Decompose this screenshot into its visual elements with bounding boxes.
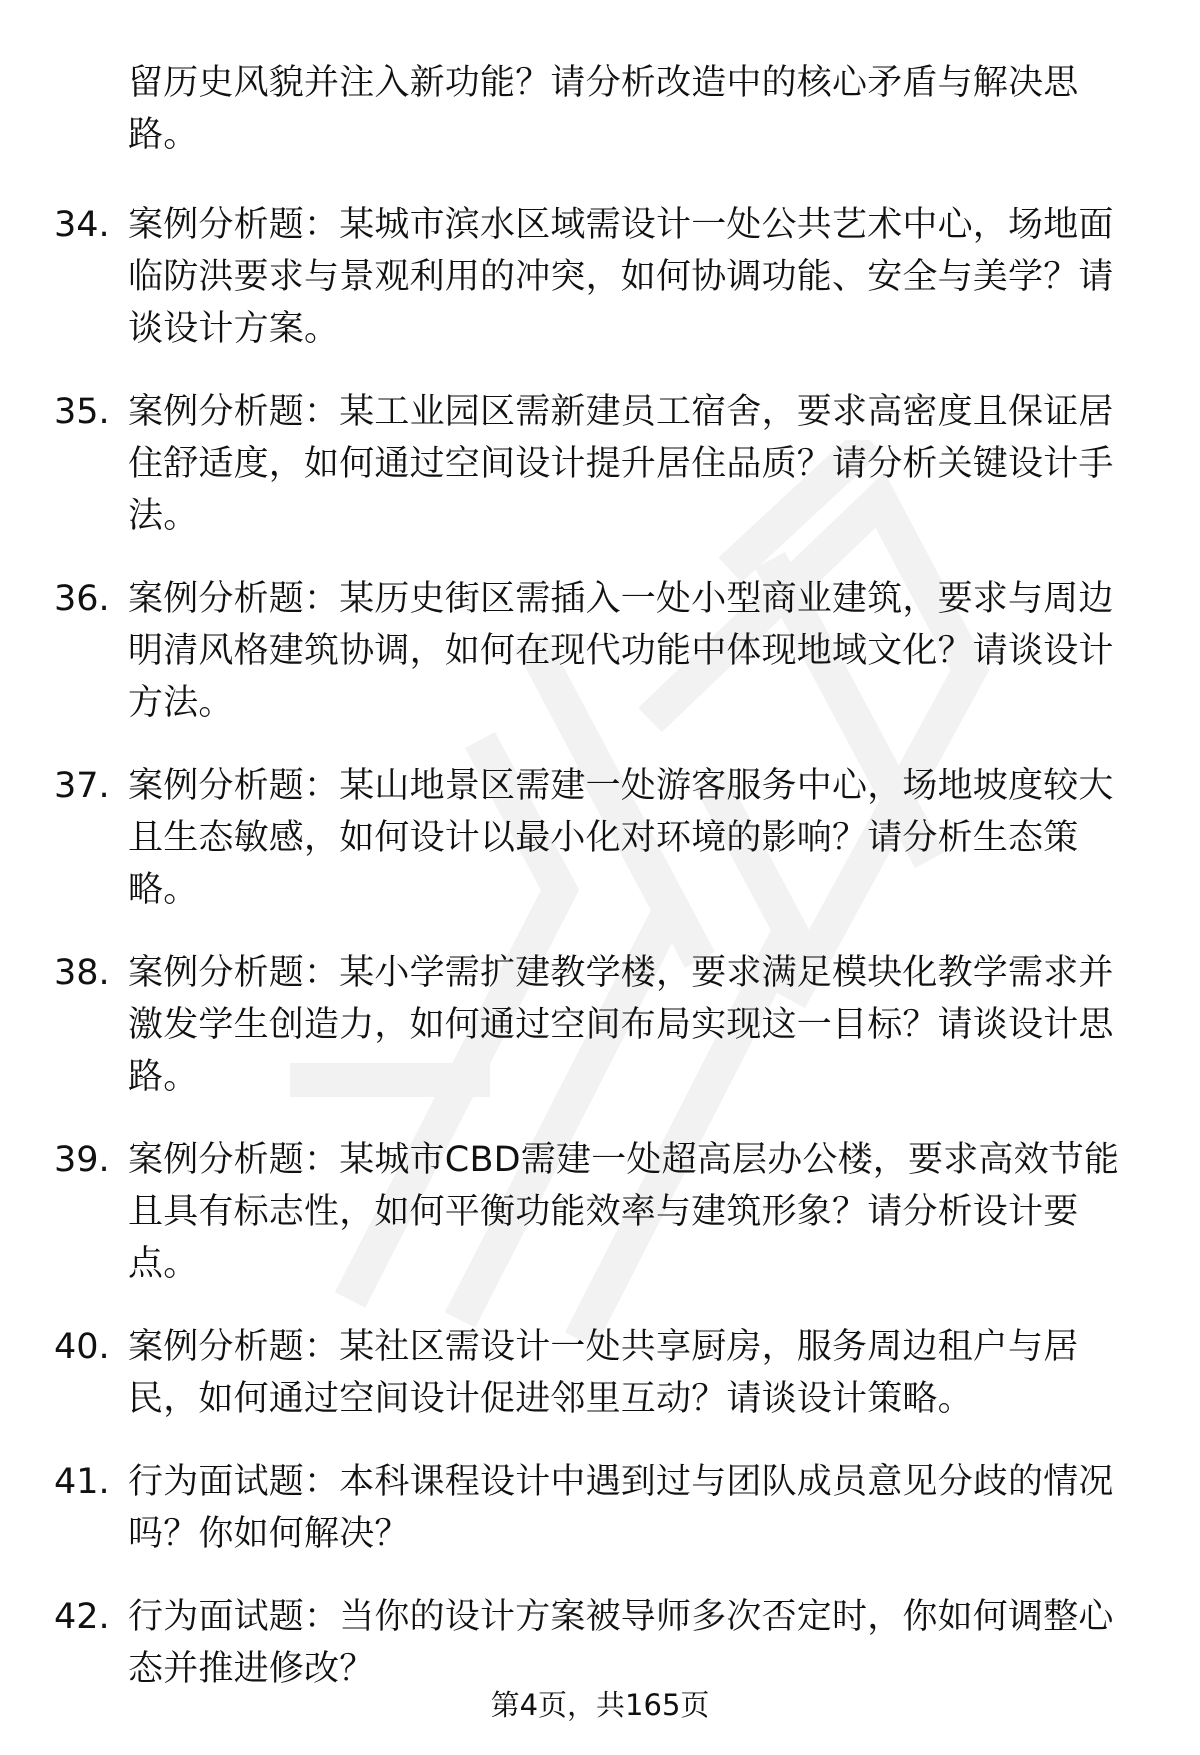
question-number: 38. xyxy=(54,953,110,993)
question-text xyxy=(128,1134,1144,1290)
question-item-36 xyxy=(54,573,1144,729)
question-line: 路。 xyxy=(128,1057,199,1097)
question-text xyxy=(128,1321,1144,1425)
continued-question-line: 路。 xyxy=(128,115,199,155)
question-text xyxy=(128,1456,1144,1560)
question-item-34 xyxy=(54,199,1144,355)
question-line: 行为面试题：本科课程设计中遇到过与团队成员意见分歧的情况 xyxy=(128,1462,1114,1502)
question-line: 案例分析题：某社区需设计一处共享厨房，服务周边租户与居 xyxy=(128,1327,1079,1367)
question-list xyxy=(54,57,1144,1695)
question-number: 37. xyxy=(54,766,110,806)
question-item-37 xyxy=(54,760,1144,916)
question-line: 住舒适度，如何通过空间设计提升居住品质？请分析关键设计手 xyxy=(128,444,1114,484)
question-line: 态并推进修改？ xyxy=(128,1649,375,1689)
question-line: 谈设计方案。 xyxy=(128,309,340,349)
question-number: 35. xyxy=(54,392,110,432)
question-item-40 xyxy=(54,1321,1144,1425)
question-line: 激发学生创造力，如何通过空间布局实现这一目标？请谈设计思 xyxy=(128,1005,1114,1045)
question-line: 案例分析题：某山地景区需建一处游客服务中心，场地坡度较大 xyxy=(128,766,1114,806)
question-number: 36. xyxy=(54,579,110,619)
question-line: 案例分析题：某城市CBD需建一处超高层办公楼，要求高效节能 xyxy=(128,1140,1120,1180)
question-line: 临防洪要求与景观利用的冲突，如何协调功能、安全与美学？请 xyxy=(128,257,1114,297)
question-text xyxy=(128,199,1144,355)
question-number: 39. xyxy=(54,1140,110,1180)
question-item-39 xyxy=(54,1134,1144,1290)
question-text xyxy=(128,760,1144,916)
question-line: 方法。 xyxy=(128,683,234,723)
question-line: 民，如何通过空间设计促进邻里互动？请谈设计策略。 xyxy=(128,1379,973,1419)
question-line: 案例分析题：某工业园区需新建员工宿舍，要求高密度且保证居 xyxy=(128,392,1114,432)
question-item-42 xyxy=(54,1591,1144,1695)
question-number: 34. xyxy=(54,205,110,245)
continued-question-line: 留历史风貌并注入新功能？请分析改造中的核心矛盾与解决思 xyxy=(128,63,1079,103)
question-item-38 xyxy=(54,947,1144,1103)
question-line: 且具有标志性，如何平衡功能效率与建筑形象？请分析设计要 xyxy=(128,1192,1079,1232)
question-item-41 xyxy=(54,1456,1144,1560)
question-line: 略。 xyxy=(128,870,199,910)
question-line: 案例分析题：某小学需扩建教学楼，要求满足模块化教学需求并 xyxy=(128,953,1114,993)
page-indicator: 第4页，共165页 xyxy=(490,1688,710,1722)
question-line: 法。 xyxy=(128,496,199,536)
question-line: 案例分析题：某历史街区需插入一处小型商业建筑，要求与周边 xyxy=(128,579,1114,619)
question-text xyxy=(128,386,1144,542)
question-number: 41. xyxy=(54,1462,110,1502)
question-text xyxy=(128,947,1144,1103)
question-line: 吗？你如何解决？ xyxy=(128,1514,410,1554)
question-text xyxy=(128,1591,1144,1695)
question-line: 明清风格建筑协调，如何在现代功能中体现地域文化？请谈设计 xyxy=(128,631,1114,671)
question-number: 40. xyxy=(54,1327,110,1367)
question-number: 42. xyxy=(54,1597,110,1637)
question-item-35 xyxy=(54,386,1144,542)
question-line: 点。 xyxy=(128,1244,199,1284)
question-text xyxy=(128,573,1144,729)
question-line: 且生态敏感，如何设计以最小化对环境的影响？请分析生态策 xyxy=(128,818,1079,858)
question-line: 案例分析题：某城市滨水区域需设计一处公共艺术中心，场地面 xyxy=(128,205,1114,245)
question-line: 行为面试题：当你的设计方案被导师多次否定时，你如何调整心 xyxy=(128,1597,1114,1637)
